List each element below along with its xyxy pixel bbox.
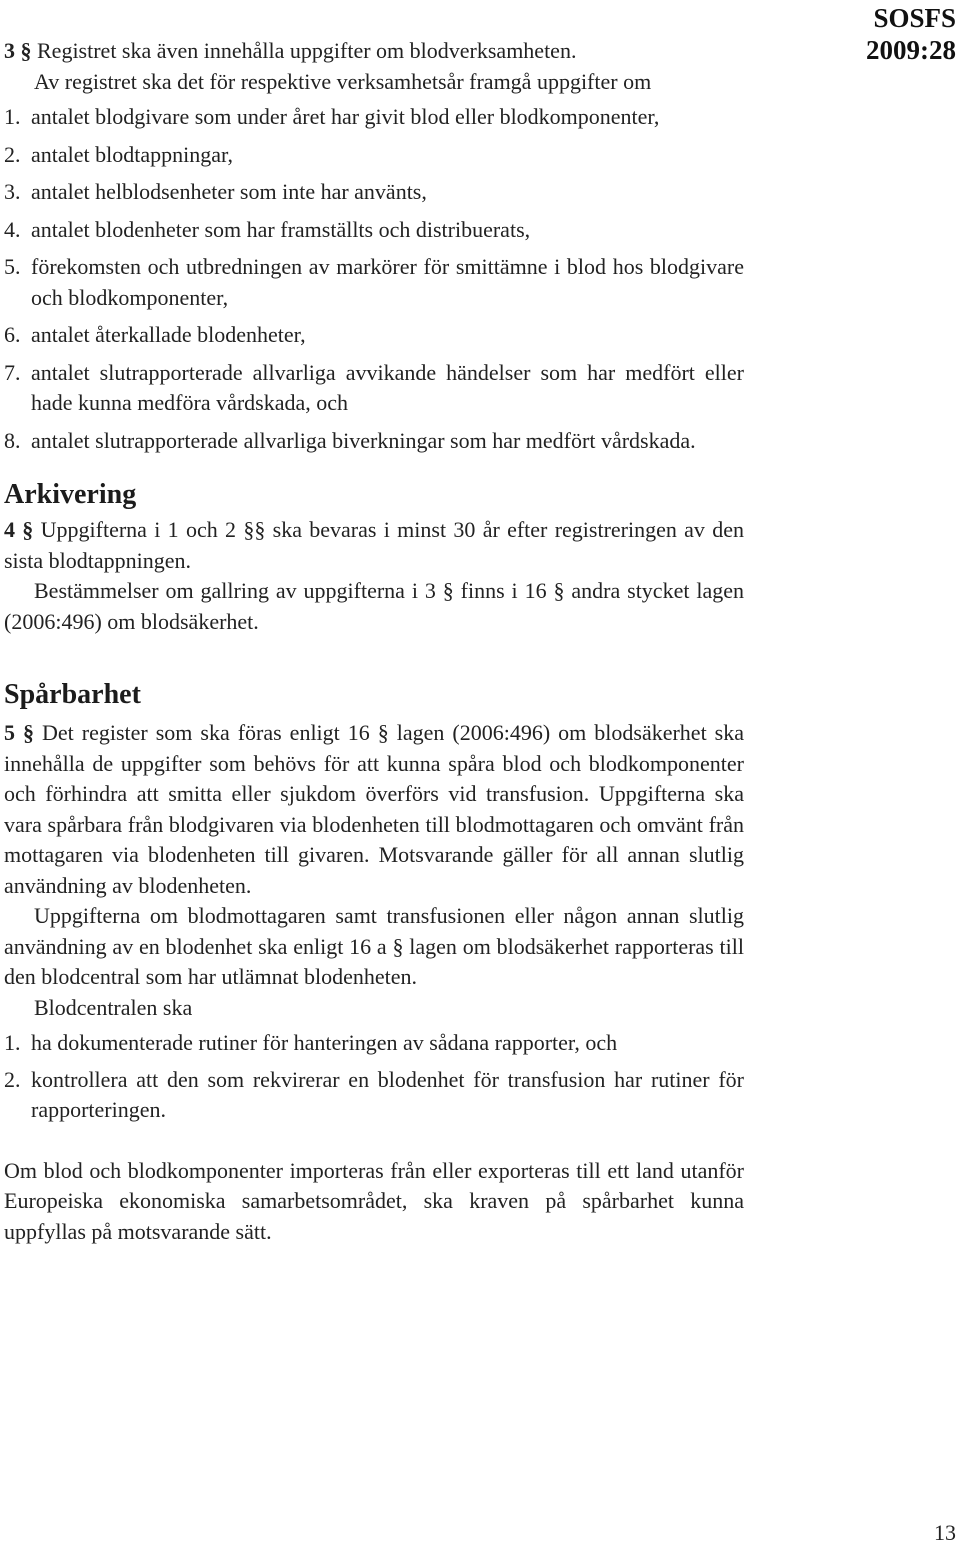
list-item-number: 2.: [4, 141, 21, 167]
paragraph: [4, 718, 744, 901]
list-item-text: antalet slutrapporterade allvarliga biverkningar som har medfört vårdskada.: [31, 427, 696, 453]
page-number: 13: [934, 1520, 956, 1545]
paragraph-text: Det register som ska föras enligt 16 § lagen (2006:496) om blodsäkerhet ska innehålla de uppgifter som behövs för att kunna spåra blod och blodkomponenter och förhindra att smitta eller sjukdom överförs vid transfusion. Uppgifterna ska vara spårbara från blodgivaren via blodenheten till blodmottagaren och omvänt från mottagaren via blodenheten till givaren. Motsvarande gäller för all annan slutlig användning av blodenheten.: [4, 720, 744, 898]
list-item-number: 1.: [4, 104, 21, 129]
paragraph-text: Registret ska även innehålla uppgifter om blodverksamheten.: [37, 38, 577, 63]
list-item-number: 2.: [4, 1066, 21, 1092]
section-heading: Arkivering: [4, 479, 137, 510]
list-item-number: 5.: [4, 254, 21, 279]
doc-series: SOSFS: [873, 3, 956, 33]
list-item: [4, 1028, 744, 1059]
list-item: [4, 102, 744, 133]
paragraph: [4, 515, 744, 576]
list-item-text: antalet blodgivare som under året har givit blod eller blodkomponenter,: [31, 104, 660, 129]
list-item-text: kontrollera att den som rekvirerar en blodenhet för transfusion har rutiner för rapporteringen.: [31, 1066, 744, 1122]
numbered-list: [4, 1028, 744, 1126]
list-item-number: 3.: [4, 179, 21, 204]
section-number: 5 §: [4, 720, 34, 745]
paragraph: Av registret ska det för respektive verksamhetsår framgå uppgifter om: [34, 68, 652, 94]
section-number: 3 §: [4, 38, 32, 63]
list-item-text: antalet blodenheter som har framställts och distribuerats,: [31, 216, 531, 242]
list-item: [4, 140, 744, 171]
list-item-text: antalet blodtappningar,: [31, 141, 233, 167]
section-number: 4 §: [4, 517, 34, 542]
section-3: [4, 36, 744, 456]
paragraph: Om blod och blodkomponenter importeras från eller exporteras till ett land utanför Europeiska ekonomiska samarbetsområdet, ska kraven på spårbarhet kunna uppfyllas på motsvarande sätt.: [4, 1157, 744, 1244]
numbered-list: [4, 102, 744, 456]
list-item: [4, 1065, 744, 1126]
list-item-number: 8.: [4, 427, 21, 453]
section-sparbarhet: [4, 679, 744, 1247]
list-item: [4, 215, 744, 246]
list-item-number: 7.: [4, 359, 21, 385]
list-item-text: antalet helblodsenheter som inte har använts,: [31, 179, 427, 204]
list-item-text: antalet slutrapporterade allvarliga avvikande händelser som har medfört eller hade kunna medföra vårdskada, och: [31, 359, 744, 415]
list-item: [4, 320, 744, 351]
list-item: [4, 358, 744, 419]
section-arkivering: [4, 479, 744, 637]
list-item-number: 6.: [4, 322, 21, 347]
list-item-text: ha dokumenterade rutiner för hanteringen av sådana rapporter, och: [31, 1030, 618, 1055]
doc-number: 2009:28: [866, 35, 956, 65]
list-item-number: 1.: [4, 1030, 21, 1055]
section-heading: Spårbarhet: [4, 679, 141, 710]
list-item: [4, 426, 744, 457]
list-item: [4, 252, 744, 313]
paragraph: Blodcentralen ska: [34, 994, 193, 1020]
paragraph: [4, 36, 744, 67]
paragraph: Bestämmelser om gallring av uppgifterna i 3 § finns i 16 § andra stycket lagen (2006:496) om blodsäkerhet.: [4, 578, 744, 634]
list-item-number: 4.: [4, 216, 21, 242]
paragraph: Uppgifterna om blodmottagaren samt transfusionen eller någon annan slutlig användning av en blodenhet ska enligt 16 a § lagen om blodsäkerhet rapporteras till den blodcentral som har utlämnat blodenheten.: [4, 903, 744, 989]
paragraph-text: Uppgifterna i 1 och 2 §§ ska bevaras i minst 30 år efter registreringen av den sista blodtappningen.: [4, 517, 745, 573]
list-item-text: förekomsten och utbredningen av markörer för smittämne i blod hos blodgivare och blodkomponenter,: [31, 254, 744, 310]
document-body: [4, 36, 744, 1247]
list-item: [4, 177, 744, 208]
list-item-text: antalet återkallade blodenheter,: [31, 322, 306, 347]
document-identifier: [866, 2, 956, 66]
